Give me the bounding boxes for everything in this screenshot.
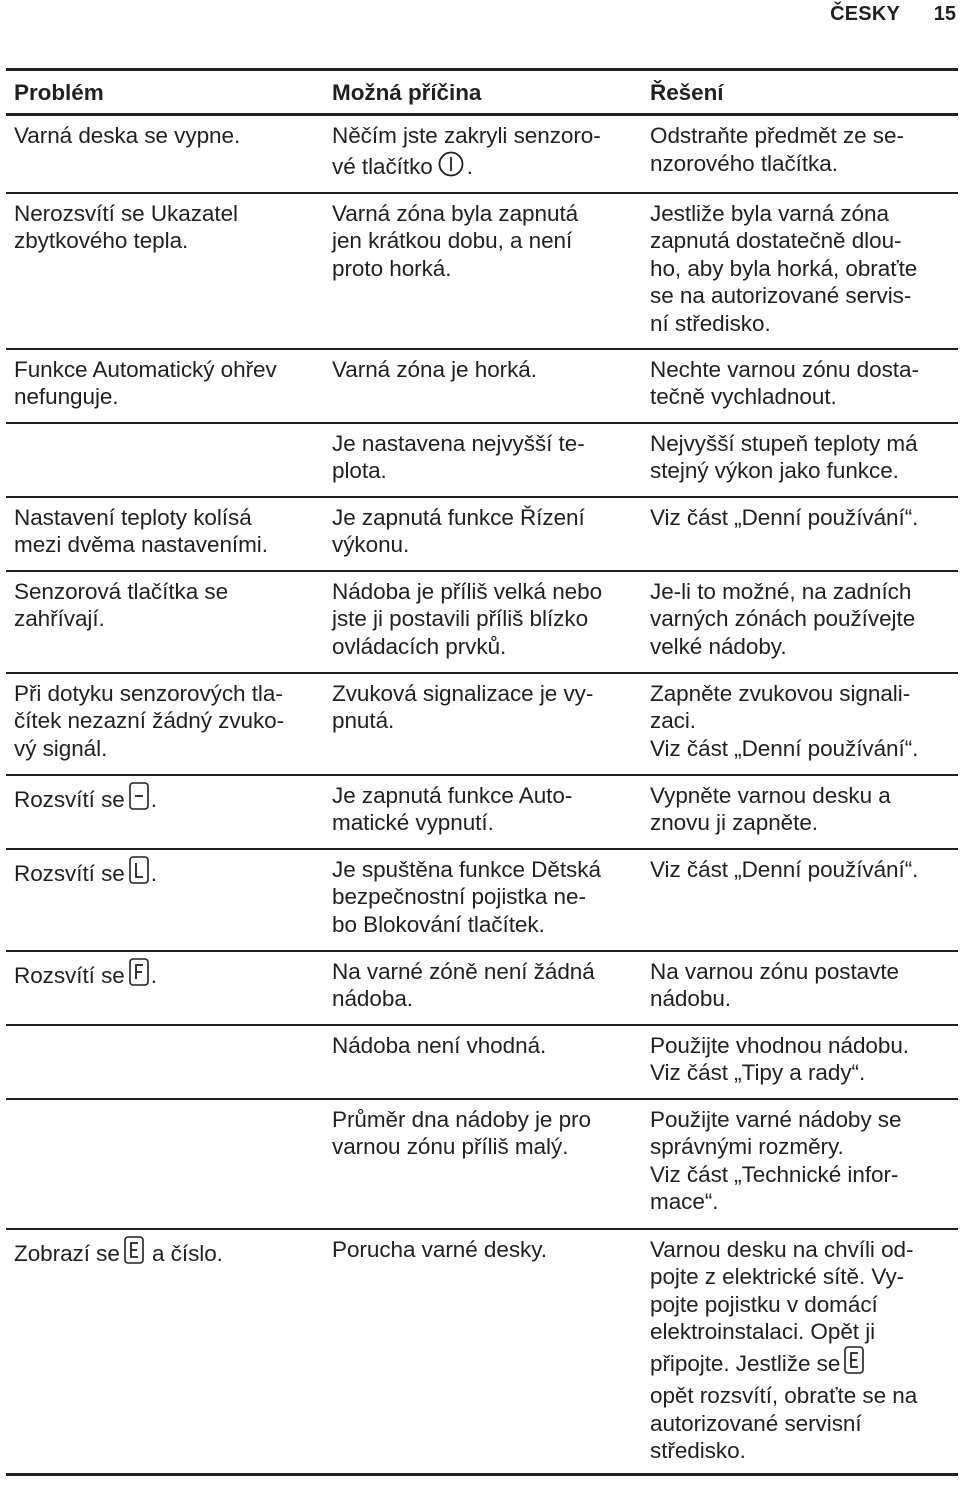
solution-text: Viz část „Technické infor- [650,1161,899,1187]
problem-cell [6,673,324,775]
problem-cell [6,1099,324,1229]
power-sensor-icon [437,150,465,178]
table-row [6,673,958,775]
cause-cell [324,571,642,673]
cause-text: varnou zónu příliš malý. [332,1134,569,1160]
problem-text: Zobrazí se [14,1240,120,1266]
cause-text: Je spuštěna funkce Dětská [332,856,601,882]
solution-cell [642,193,958,349]
table-row [6,951,958,1025]
cause-text: pnutá. [332,708,395,734]
cause-cell [324,349,642,423]
solution-text: Odstraňte předmět ze se- [650,123,904,148]
cause-cell [324,951,642,1025]
solution-text: velké nádoby. [650,633,787,659]
solution-cell [642,349,958,423]
cause-text: Nádoba je příliš velká nebo [332,578,603,604]
cause-text: Je nastavena nejvyšší te- [332,430,585,456]
problem-text: Rozsvítí se [14,860,125,886]
problem-text: Rozsvítí se [14,786,125,812]
solution-text: pojte z elektrické sítě. Vy- [650,1264,905,1290]
solution-text: Použijte vhodnou nádobu. [650,1032,910,1058]
cause-text: vé tlačítko [332,153,433,179]
solution-text: Viz část „Denní používání“. [650,735,919,761]
problem-text: Varná deska se vypne. [14,123,241,148]
solution-cell [642,497,958,571]
cause-text: výkonu. [332,532,410,558]
display-L-icon [129,856,149,884]
solution-text: Jestliže byla varná zóna [650,200,889,226]
table-row [6,775,958,849]
solution-text: Varnou desku na chvíli od- [650,1236,914,1262]
problem-text: Senzorová tlačítka se [14,578,229,604]
problem-text: Rozsvítí se [14,962,125,988]
cause-cell [324,1025,642,1099]
cause-cell [324,1229,642,1475]
cause-text: Varná zóna byla zapnutá [332,200,579,226]
cause-text: jen krátkou dobu, a není [332,228,573,254]
solution-cell [642,1099,958,1229]
problem-cell [6,571,324,673]
display-F-icon [129,958,149,986]
cause-text: ovládacích prvků. [332,633,507,659]
solution-cell [642,775,958,849]
cause-text: Na varné zóně není žádná [332,958,595,984]
problem-cell [6,423,324,497]
cause-text: Porucha varné desky. [332,1236,547,1262]
problem-cell [6,193,324,349]
solution-text: Vypněte varnou desku a [650,782,891,808]
problem-cell [6,1229,324,1475]
table-row [6,1229,958,1475]
problem-cell [6,951,324,1025]
solution-cell [642,571,958,673]
solution-cell [642,423,958,497]
solution-text: zapnutá dostatečně dlou- [650,228,902,254]
page-header [0,0,960,40]
problem-cell [6,775,324,849]
cause-text: bezpečnostní pojistka ne- [332,884,586,910]
solution-cell [642,673,958,775]
cause-text: Varná zóna je horká. [332,356,537,382]
solution-text: Nejvyšší stupeň teploty má [650,430,918,456]
cause-text: Zvuková signalizace je vy- [332,680,594,706]
solution-text: Použijte varné nádoby se [650,1106,902,1132]
troubleshooting-table [6,68,958,1476]
solution-text: elektroinstalaci. Opět ji [650,1319,876,1345]
problem-text: zbytkového tepla. [14,228,189,254]
cause-text: plota. [332,458,387,484]
cause-period: . [466,153,473,179]
cause-cell [324,1099,642,1229]
language-label: ČESKY [830,3,900,25]
solution-text: nádobu. [650,986,731,1012]
problem-text: nefunguje. [14,384,119,410]
cause-text: nádoba. [332,986,413,1012]
solution-text: mace“. [650,1189,719,1215]
solution-text: varných zónách používejte [650,606,916,632]
problem-cell [6,349,324,423]
table-row [6,571,958,673]
cause-text: matické vypnutí. [332,810,494,836]
solution-text: Zapněte zvukovou signali- [650,680,911,706]
table-row [6,1099,958,1229]
problem-text: Nastavení teploty kolísá [14,504,252,530]
cause-cell [324,673,642,775]
solution-text: opět rozsvítí, obraťte se na [650,1382,918,1408]
solution-text: správnými rozměry. [650,1134,844,1160]
solution-text: ní středisko. [650,310,771,336]
solution-text: pojte pojistku v domácí [650,1291,878,1317]
cause-text: Něčím jste zakryli senzoro- [332,123,601,148]
table-row [6,423,958,497]
cause-cell [324,775,642,849]
cause-text: Je zapnutá funkce Řízení [332,504,585,530]
table-row [6,849,958,951]
problem-text: vý signál. [14,735,108,761]
table-row [6,115,958,193]
cause-text: Nádoba není vhodná. [332,1032,547,1058]
solution-text: ho, aby byla horká, obraťte [650,255,918,281]
cause-text: Je zapnutá funkce Auto- [332,782,573,808]
problem-suffix: . [150,786,157,812]
solution-cell [642,1025,958,1099]
cause-text: jste ji postavili příliš blízko [332,606,589,632]
column-header-cause: Možná příčina [324,70,642,115]
solution-text: Viz část „Denní používání“. [650,856,919,882]
page-number: 15 [933,3,956,25]
cause-cell [324,849,642,951]
solution-text: autorizované servisní [650,1410,862,1436]
cause-cell [324,497,642,571]
solution-text: Viz část „Tipy a rady“. [650,1060,866,1086]
solution-text: Viz část „Denní používání“. [650,504,919,530]
cause-text: bo Blokování tlačítek. [332,911,545,937]
problem-cell [6,1025,324,1099]
solution-cell [642,951,958,1025]
display-dash-icon [129,782,149,810]
column-header-problem: Problém [6,70,324,115]
problem-cell [6,115,324,193]
problem-suffix: a číslo. [152,1240,223,1266]
solution-text: tečně vychladnout. [650,384,837,410]
display-E-icon [844,1346,864,1374]
solution-text: zaci. [650,708,697,734]
column-header-solution: Řešení [642,70,958,115]
display-E-icon [124,1236,144,1264]
table-row [6,497,958,571]
solution-cell [642,849,958,951]
solution-cell [642,1229,958,1475]
solution-text: nzorového tlačítka. [650,150,838,176]
solution-text: stejný výkon jako funkce. [650,458,899,484]
solution-text: Je-li to možné, na zadních [650,578,912,604]
cause-text: Průměr dna nádoby je pro [332,1106,591,1132]
table-header-row [6,70,958,115]
problem-text: mezi dvěma nastaveními. [14,532,268,558]
problem-suffix: . [150,962,157,988]
table-row [6,193,958,349]
solution-text: připojte. Jestliže se [650,1350,841,1376]
solution-text: Nechte varnou zónu dosta- [650,356,919,382]
table-row [6,349,958,423]
solution-cell [642,115,958,193]
solution-text: se na autorizované servis- [650,283,912,309]
problem-text: Při dotyku senzorových tla- [14,680,283,706]
cause-text: proto horká. [332,255,452,281]
problem-text: čítek nezazní žádný zvuko- [14,708,285,734]
problem-cell [6,497,324,571]
cause-cell [324,423,642,497]
problem-text: Funkce Automatický ohřev [14,356,277,382]
cause-cell [324,193,642,349]
problem-text: zahřívají. [14,606,105,632]
cause-cell [324,115,642,193]
problem-text: Nerozsvítí se Ukazatel [14,200,238,226]
problem-cell [6,849,324,951]
table-row [6,1025,958,1099]
solution-text: Na varnou zónu postavte [650,958,900,984]
problem-suffix: . [150,860,157,886]
solution-text: znovu ji zapněte. [650,810,819,836]
solution-text: středisko. [650,1438,746,1464]
